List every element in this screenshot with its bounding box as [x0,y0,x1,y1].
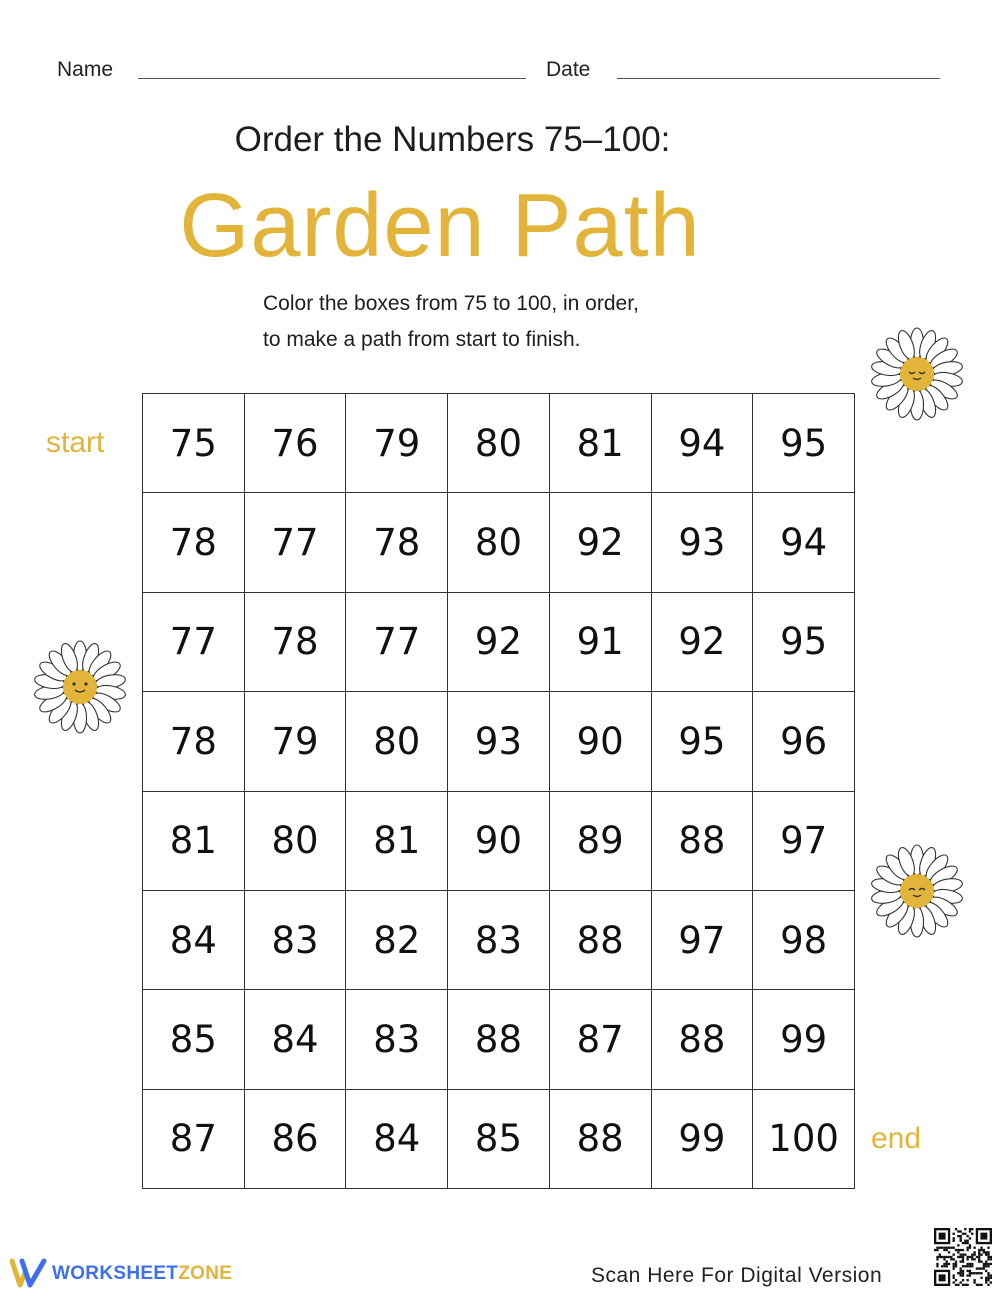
instruction-line-2: to make a path from start to finish. [263,328,581,351]
grid-cell[interactable]: 100 [753,1089,855,1188]
grid-cell[interactable]: 79 [244,692,346,791]
grid-cell[interactable]: 77 [244,493,346,592]
grid-cell[interactable]: 88 [651,990,753,1089]
grid-row [143,692,855,791]
grid-cell[interactable]: 77 [346,592,448,691]
grid-row [143,890,855,989]
grid-cell[interactable]: 84 [143,890,245,989]
grid-cell[interactable]: 80 [448,493,550,592]
grid-cell[interactable]: 90 [549,692,651,791]
grid-cell[interactable]: 85 [143,990,245,1089]
end-label: end [871,1122,922,1155]
grid-row [143,394,855,493]
grid-cell[interactable]: 80 [244,791,346,890]
name-line[interactable] [138,78,526,79]
grid-cell[interactable]: 99 [753,990,855,1089]
grid-cell[interactable]: 95 [753,394,855,493]
grid-cell[interactable]: 89 [549,791,651,890]
grid-cell[interactable]: 87 [143,1089,245,1188]
grid-cell[interactable]: 97 [753,791,855,890]
qr-code-icon[interactable] [934,1228,992,1286]
grid-cell[interactable]: 76 [244,394,346,493]
grid-cell[interactable]: 94 [753,493,855,592]
brand-name[interactable] [52,1263,232,1285]
grid-cell[interactable]: 83 [448,890,550,989]
grid-cell[interactable]: 78 [346,493,448,592]
grid-row [143,493,855,592]
worksheet-title: Garden Path [179,176,701,276]
grid-cell[interactable]: 88 [549,1089,651,1188]
grid-cell[interactable]: 88 [651,791,753,890]
grid-row [143,1089,855,1188]
grid-cell[interactable]: 98 [753,890,855,989]
grid-cell[interactable]: 93 [651,493,753,592]
grid-cell[interactable]: 81 [143,791,245,890]
grid-cell[interactable]: 92 [448,592,550,691]
grid-cell[interactable]: 96 [753,692,855,791]
grid-cell[interactable]: 92 [549,493,651,592]
grid-cell[interactable]: 88 [448,990,550,1089]
grid-cell[interactable]: 88 [549,890,651,989]
grid-cell[interactable]: 78 [244,592,346,691]
grid-cell[interactable]: 91 [549,592,651,691]
grid-cell[interactable]: 80 [346,692,448,791]
grid-cell[interactable]: 86 [244,1089,346,1188]
grid-cell[interactable]: 81 [549,394,651,493]
grid-cell[interactable]: 78 [143,692,245,791]
daisy-icon [868,842,966,940]
grid-cell[interactable]: 94 [651,394,753,493]
brand-part-1: WORKSHEET [52,1263,179,1284]
grid-cell[interactable]: 79 [346,394,448,493]
grid-cell[interactable]: 84 [346,1089,448,1188]
brand-part-2: ZONE [178,1263,233,1284]
grid-row [143,791,855,890]
grid-cell[interactable]: 99 [651,1089,753,1188]
worksheet-subtitle: Order the Numbers 75–100: [234,120,671,159]
start-label: start [46,426,105,459]
grid-cell[interactable]: 75 [143,394,245,493]
worksheetzone-logo-icon [10,1257,48,1289]
grid-cell[interactable]: 87 [549,990,651,1089]
grid-cell[interactable]: 82 [346,890,448,989]
date-line[interactable] [617,78,940,79]
grid-cell[interactable]: 90 [448,791,550,890]
grid-cell[interactable]: 81 [346,791,448,890]
grid-cell[interactable]: 83 [346,990,448,1089]
grid-cell[interactable]: 78 [143,493,245,592]
grid-cell[interactable]: 83 [244,890,346,989]
grid-cell[interactable]: 92 [651,592,753,691]
number-grid [142,393,855,1189]
grid-cell[interactable]: 77 [143,592,245,691]
instruction-line-1: Color the boxes from 75 to 100, in order, [263,292,639,315]
daisy-icon [868,325,966,423]
grid-cell[interactable]: 85 [448,1089,550,1188]
grid-cell[interactable]: 93 [448,692,550,791]
grid-cell[interactable]: 97 [651,890,753,989]
grid-row [143,592,855,691]
daisy-icon [31,638,129,736]
scan-text: Scan Here For Digital Version [591,1264,883,1287]
grid-cell[interactable]: 95 [651,692,753,791]
grid-cell[interactable]: 80 [448,394,550,493]
name-label: Name [57,58,114,81]
grid-row [143,990,855,1089]
grid-cell[interactable]: 95 [753,592,855,691]
date-label: Date [546,58,591,81]
grid-cell[interactable]: 84 [244,990,346,1089]
